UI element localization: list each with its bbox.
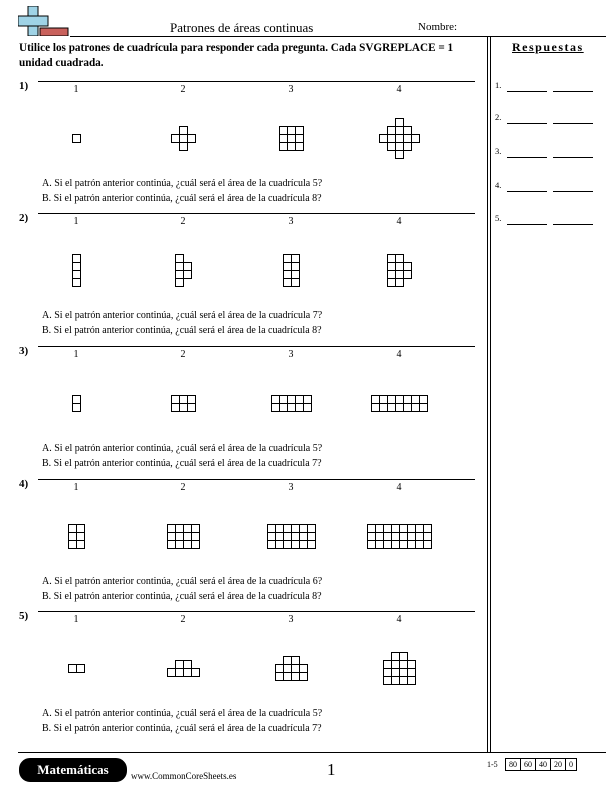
unit-square bbox=[388, 271, 396, 279]
unit-square bbox=[400, 661, 408, 669]
unit-square bbox=[388, 127, 396, 135]
unit-square bbox=[368, 541, 376, 549]
answer-number: 2. bbox=[495, 112, 502, 122]
unit-square bbox=[396, 151, 404, 159]
area-grid bbox=[275, 656, 309, 682]
unit-square bbox=[184, 661, 192, 669]
area-grid bbox=[387, 254, 413, 288]
answer-blank[interactable] bbox=[553, 157, 593, 158]
unit-square bbox=[180, 127, 188, 135]
unit-square bbox=[284, 263, 292, 271]
question-a: A. Si el patrón anterior continúa, ¿cuál será el área de la cuadrícula 5? bbox=[42, 443, 323, 454]
unit-square bbox=[280, 396, 288, 404]
unit-square bbox=[176, 533, 184, 541]
unit-square bbox=[69, 525, 77, 533]
unit-square bbox=[368, 525, 376, 533]
area-grid bbox=[167, 524, 201, 550]
unit-square bbox=[276, 541, 284, 549]
unit-square bbox=[300, 541, 308, 549]
unit-square bbox=[69, 665, 77, 673]
stage-label: 3 bbox=[288, 349, 294, 360]
question-a: A. Si el patrón anterior continúa, ¿cuál será el área de la cuadrícula 5? bbox=[42, 178, 323, 189]
unit-square bbox=[69, 541, 77, 549]
unit-square bbox=[404, 263, 412, 271]
stage-label: 4 bbox=[396, 349, 402, 360]
unit-square bbox=[300, 665, 308, 673]
unit-square bbox=[304, 404, 312, 412]
unit-square bbox=[388, 143, 396, 151]
unit-square bbox=[416, 525, 424, 533]
stage-label: 4 bbox=[396, 84, 402, 95]
unit-square bbox=[268, 525, 276, 533]
answer-blank[interactable] bbox=[553, 123, 593, 124]
unit-square bbox=[284, 279, 292, 287]
instructions: Utilice los patrones de cuadrícula para responder cada pregunta. Cada SVGREPLACE = 1 unidad cuadrada. bbox=[19, 42, 454, 69]
unit-square bbox=[424, 525, 432, 533]
answer-number: 4. bbox=[495, 180, 502, 190]
unit-square bbox=[376, 525, 384, 533]
problem-rule bbox=[38, 479, 475, 480]
unit-square bbox=[372, 396, 380, 404]
unit-square bbox=[77, 665, 85, 673]
problem-rule bbox=[38, 213, 475, 214]
unit-square bbox=[292, 665, 300, 673]
answer-row bbox=[495, 146, 605, 158]
problem-number: 5) bbox=[19, 610, 29, 622]
unit-square bbox=[300, 533, 308, 541]
area-grid bbox=[379, 118, 421, 160]
unit-square bbox=[180, 135, 188, 143]
answer-blank[interactable] bbox=[553, 224, 593, 225]
unit-square bbox=[416, 541, 424, 549]
unit-square bbox=[176, 255, 184, 263]
unit-square bbox=[184, 541, 192, 549]
unit-square bbox=[408, 541, 416, 549]
unit-square bbox=[192, 669, 200, 677]
unit-square bbox=[184, 669, 192, 677]
question-a: A. Si el patrón anterior continúa, ¿cuál será el área de la cuadrícula 7? bbox=[42, 310, 323, 321]
area-grid bbox=[283, 254, 301, 288]
area-grid bbox=[167, 660, 201, 678]
answer-row bbox=[495, 213, 605, 225]
unit-square bbox=[184, 525, 192, 533]
question-b: B. Si el patrón anterior continúa, ¿cuál será el área de la cuadrícula 8? bbox=[42, 325, 322, 336]
stage-label: 1 bbox=[73, 349, 79, 360]
unit-square bbox=[424, 533, 432, 541]
unit-square bbox=[180, 404, 188, 412]
unit-square bbox=[392, 669, 400, 677]
unit-square bbox=[284, 533, 292, 541]
area-grid bbox=[271, 395, 313, 413]
unit-square bbox=[392, 653, 400, 661]
unit-square bbox=[184, 533, 192, 541]
unit-square bbox=[408, 677, 416, 685]
unit-square bbox=[368, 533, 376, 541]
question-b: B. Si el patrón anterior continúa, ¿cuál será el área de la cuadrícula 8? bbox=[42, 193, 322, 204]
problem-rule bbox=[38, 81, 475, 82]
unit-square bbox=[176, 661, 184, 669]
stage-label: 1 bbox=[73, 216, 79, 227]
unit-square bbox=[276, 665, 284, 673]
unit-square bbox=[180, 396, 188, 404]
unit-square bbox=[292, 541, 300, 549]
divider-line bbox=[487, 36, 488, 752]
unit-square bbox=[284, 673, 292, 681]
stage-label: 4 bbox=[396, 216, 402, 227]
unit-square bbox=[388, 135, 396, 143]
stage-label: 1 bbox=[73, 614, 79, 625]
footer-rule bbox=[18, 752, 606, 753]
unit-square bbox=[396, 119, 404, 127]
unit-square bbox=[180, 143, 188, 151]
unit-square bbox=[392, 541, 400, 549]
unit-square bbox=[396, 404, 404, 412]
unit-square bbox=[400, 541, 408, 549]
unit-square bbox=[404, 135, 412, 143]
unit-square bbox=[73, 263, 81, 271]
unit-square bbox=[408, 525, 416, 533]
stage-label: 3 bbox=[288, 84, 294, 95]
problem-rule bbox=[38, 346, 475, 347]
unit-square bbox=[416, 533, 424, 541]
score-cell: 60 bbox=[521, 759, 536, 770]
answers-title: Respuestas bbox=[512, 40, 584, 54]
unit-square bbox=[73, 271, 81, 279]
area-grid bbox=[171, 395, 197, 413]
unit-square bbox=[404, 143, 412, 151]
stage-label: 3 bbox=[288, 614, 294, 625]
unit-square bbox=[412, 396, 420, 404]
unit-square bbox=[404, 127, 412, 135]
area-grid bbox=[279, 126, 305, 152]
unit-square bbox=[296, 404, 304, 412]
score-range: 1-5 bbox=[487, 760, 498, 769]
unit-square bbox=[396, 279, 404, 287]
score-cell: 0 bbox=[569, 760, 573, 769]
problem-rule bbox=[38, 611, 475, 612]
unit-square bbox=[412, 135, 420, 143]
unit-square bbox=[276, 673, 284, 681]
unit-square bbox=[176, 271, 184, 279]
unit-square bbox=[284, 541, 292, 549]
question-a: A. Si el patrón anterior continúa, ¿cuál será el área de la cuadrícula 6? bbox=[42, 576, 323, 587]
unit-square bbox=[77, 541, 85, 549]
unit-square bbox=[172, 135, 180, 143]
score-cell: 80 bbox=[506, 759, 521, 770]
unit-square bbox=[292, 255, 300, 263]
subject-badge: Matemáticas bbox=[19, 758, 127, 782]
stage-label: 3 bbox=[288, 482, 294, 493]
unit-square bbox=[372, 404, 380, 412]
unit-square bbox=[288, 143, 296, 151]
unit-square bbox=[168, 669, 176, 677]
unit-square bbox=[280, 135, 288, 143]
answer-blank[interactable] bbox=[553, 91, 593, 92]
answer-row bbox=[495, 180, 605, 192]
unit-square bbox=[412, 404, 420, 412]
unit-square bbox=[272, 396, 280, 404]
unit-square bbox=[308, 541, 316, 549]
unit-square bbox=[280, 127, 288, 135]
unit-square bbox=[384, 525, 392, 533]
area-grid bbox=[72, 134, 82, 144]
unit-square bbox=[296, 127, 304, 135]
unit-square bbox=[176, 263, 184, 271]
unit-square bbox=[172, 396, 180, 404]
unit-square bbox=[73, 279, 81, 287]
page-number: 1 bbox=[327, 760, 336, 779]
unit-square bbox=[396, 127, 404, 135]
unit-square bbox=[288, 127, 296, 135]
unit-square bbox=[392, 533, 400, 541]
unit-square bbox=[292, 279, 300, 287]
unit-square bbox=[176, 541, 184, 549]
area-grid bbox=[267, 524, 317, 550]
unit-square bbox=[176, 525, 184, 533]
unit-square bbox=[168, 533, 176, 541]
problem-number: 4) bbox=[19, 478, 29, 490]
unit-square bbox=[288, 404, 296, 412]
unit-square bbox=[288, 396, 296, 404]
score-cell: 40 bbox=[536, 759, 551, 770]
unit-square bbox=[292, 657, 300, 665]
answer-blank[interactable] bbox=[553, 191, 593, 192]
question-a: A. Si el patrón anterior continúa, ¿cuál será el área de la cuadrícula 5? bbox=[42, 708, 323, 719]
area-grid bbox=[175, 254, 193, 288]
answer-blank[interactable] bbox=[507, 123, 547, 124]
answer-number: 3. bbox=[495, 146, 502, 156]
unit-square bbox=[396, 263, 404, 271]
unit-square bbox=[73, 404, 81, 412]
area-grid bbox=[68, 664, 86, 674]
area-grid bbox=[383, 652, 417, 686]
unit-square bbox=[176, 279, 184, 287]
score-cell: 20 bbox=[551, 759, 566, 770]
area-grid bbox=[371, 395, 429, 413]
answer-blank[interactable] bbox=[507, 91, 547, 92]
unit-square bbox=[284, 255, 292, 263]
unit-square bbox=[284, 665, 292, 673]
unit-square bbox=[73, 396, 81, 404]
unit-square bbox=[388, 263, 396, 271]
question-b: B. Si el patrón anterior continúa, ¿cuál será el área de la cuadrícula 7? bbox=[42, 458, 322, 469]
unit-square bbox=[400, 653, 408, 661]
area-grid bbox=[72, 254, 82, 288]
problem-number: 3) bbox=[19, 345, 29, 357]
unit-square bbox=[408, 661, 416, 669]
unit-square bbox=[284, 525, 292, 533]
unit-square bbox=[384, 541, 392, 549]
unit-square bbox=[384, 533, 392, 541]
unit-square bbox=[77, 533, 85, 541]
unit-square bbox=[380, 396, 388, 404]
unit-square bbox=[296, 143, 304, 151]
unit-square bbox=[408, 669, 416, 677]
unit-square bbox=[384, 677, 392, 685]
unit-square bbox=[388, 279, 396, 287]
unit-square bbox=[400, 669, 408, 677]
area-grid bbox=[171, 126, 197, 152]
unit-square bbox=[404, 396, 412, 404]
unit-square bbox=[268, 533, 276, 541]
unit-square bbox=[420, 396, 428, 404]
answer-blank[interactable] bbox=[507, 191, 547, 192]
name-label: Nombre: bbox=[418, 21, 458, 33]
unit-square bbox=[288, 135, 296, 143]
unit-square bbox=[396, 255, 404, 263]
unit-square bbox=[400, 525, 408, 533]
unit-square bbox=[388, 404, 396, 412]
unit-square bbox=[192, 533, 200, 541]
unit-square bbox=[292, 533, 300, 541]
unit-square bbox=[280, 404, 288, 412]
unit-square bbox=[384, 661, 392, 669]
unit-square bbox=[168, 525, 176, 533]
stage-label: 4 bbox=[396, 482, 402, 493]
unit-square bbox=[388, 255, 396, 263]
unit-square bbox=[308, 533, 316, 541]
answer-blank[interactable] bbox=[507, 157, 547, 158]
unit-square bbox=[172, 404, 180, 412]
unit-square bbox=[284, 271, 292, 279]
unit-square bbox=[376, 541, 384, 549]
unit-square bbox=[400, 533, 408, 541]
unit-square bbox=[396, 143, 404, 151]
unit-square bbox=[404, 271, 412, 279]
unit-square bbox=[280, 143, 288, 151]
unit-square bbox=[276, 533, 284, 541]
stage-label: 1 bbox=[73, 84, 79, 95]
stage-label: 2 bbox=[180, 614, 186, 625]
header-rule bbox=[70, 36, 606, 37]
unit-square bbox=[292, 263, 300, 271]
unit-square bbox=[400, 677, 408, 685]
unit-square bbox=[396, 271, 404, 279]
answer-row bbox=[495, 80, 605, 92]
unit-square bbox=[188, 396, 196, 404]
unit-square bbox=[284, 657, 292, 665]
unit-square bbox=[380, 135, 388, 143]
unit-square bbox=[396, 396, 404, 404]
unit-square bbox=[408, 533, 416, 541]
unit-square bbox=[192, 541, 200, 549]
stage-label: 3 bbox=[288, 216, 294, 227]
unit-square bbox=[168, 541, 176, 549]
unit-square bbox=[392, 525, 400, 533]
unit-square bbox=[73, 255, 81, 263]
stage-label: 2 bbox=[180, 482, 186, 493]
unit-square bbox=[392, 677, 400, 685]
stage-label: 1 bbox=[73, 482, 79, 493]
unit-square bbox=[73, 135, 81, 143]
unit-square bbox=[188, 135, 196, 143]
worksheet-title: Patrones de áreas continuas bbox=[170, 20, 314, 35]
answer-number: 5. bbox=[495, 213, 502, 223]
unit-square bbox=[404, 404, 412, 412]
stage-label: 2 bbox=[180, 216, 186, 227]
unit-square bbox=[424, 541, 432, 549]
unit-square bbox=[268, 541, 276, 549]
unit-square bbox=[272, 404, 280, 412]
divider-line bbox=[490, 36, 491, 752]
unit-square bbox=[184, 263, 192, 271]
unit-square bbox=[300, 525, 308, 533]
answer-blank[interactable] bbox=[507, 224, 547, 225]
area-grid bbox=[68, 524, 86, 550]
unit-square bbox=[292, 673, 300, 681]
footer-url: www.CommonCoreSheets.es bbox=[131, 771, 237, 781]
stage-label: 2 bbox=[180, 349, 186, 360]
area-grid bbox=[367, 524, 433, 550]
unit-square bbox=[384, 669, 392, 677]
unit-square bbox=[392, 661, 400, 669]
unit-square bbox=[388, 396, 396, 404]
unit-square bbox=[77, 525, 85, 533]
unit-square bbox=[300, 673, 308, 681]
unit-square bbox=[296, 135, 304, 143]
unit-square bbox=[376, 533, 384, 541]
unit-square bbox=[192, 525, 200, 533]
unit-square bbox=[276, 525, 284, 533]
answer-number: 1. bbox=[495, 80, 502, 90]
unit-square bbox=[420, 404, 428, 412]
unit-square bbox=[304, 396, 312, 404]
unit-square bbox=[396, 135, 404, 143]
score-table bbox=[505, 758, 577, 771]
logo bbox=[18, 6, 70, 36]
unit-square bbox=[308, 525, 316, 533]
stage-label: 4 bbox=[396, 614, 402, 625]
unit-square bbox=[380, 404, 388, 412]
unit-square bbox=[296, 396, 304, 404]
unit-square bbox=[292, 271, 300, 279]
unit-square bbox=[292, 525, 300, 533]
stage-label: 2 bbox=[180, 84, 186, 95]
problem-number: 1) bbox=[19, 80, 29, 92]
unit-square bbox=[184, 271, 192, 279]
area-grid bbox=[72, 395, 82, 413]
unit-square bbox=[188, 404, 196, 412]
question-b: B. Si el patrón anterior continúa, ¿cuál será el área de la cuadrícula 8? bbox=[42, 591, 322, 602]
answer-row bbox=[495, 112, 605, 124]
unit-square bbox=[176, 669, 184, 677]
problem-number: 2) bbox=[19, 212, 29, 224]
question-b: B. Si el patrón anterior continúa, ¿cuál será el área de la cuadrícula 7? bbox=[42, 723, 322, 734]
unit-square bbox=[69, 533, 77, 541]
